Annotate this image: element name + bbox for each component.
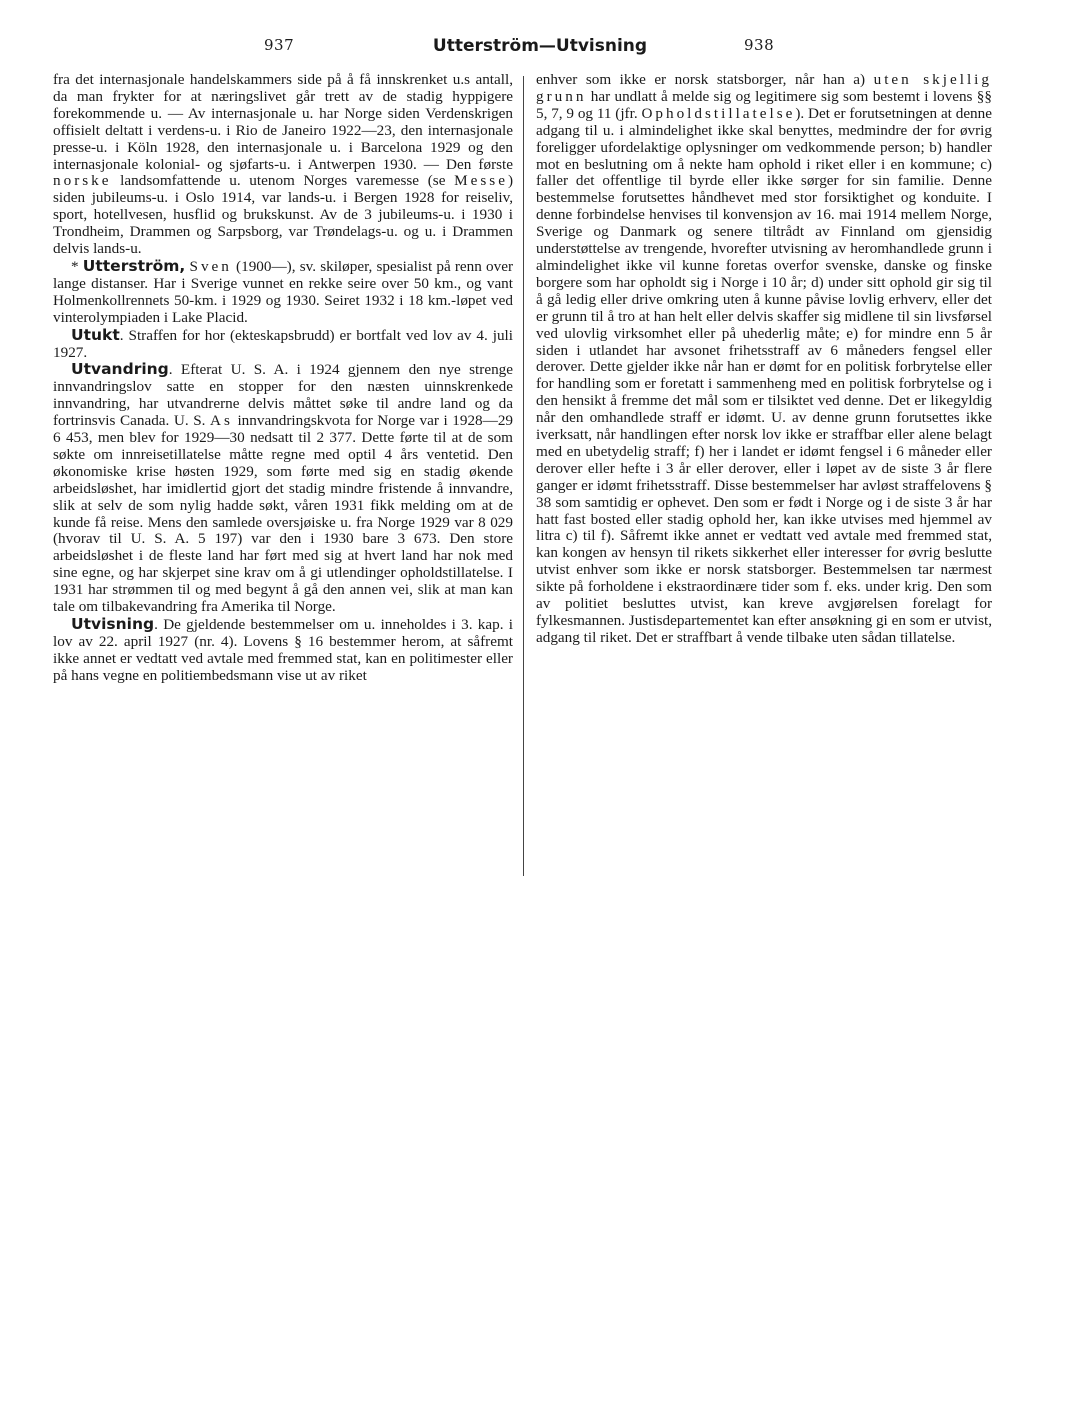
- entry-utvisning: Utvisning. De gjeldende bestemmelser om u. inneholdes i 3. kap. i lov av 22. april 1927 (nr. 4). Lovens § 16 bestemmer herom, at såfremt ikke annet er vedtatt ved avtale med fremmed stat, kan en politimester eller på hans vegne en politiembedsmann vise ut av riket: [53, 615, 513, 684]
- right-page-number: 938: [744, 36, 775, 54]
- continuation-paragraph: fra det internasjonale handelskammers side på å få innskrenket u.s antall, da man frykter for at næringslivet går trett av de stadig hyppigere forekommende u. — Av internasjonale u. har Norge siden Verdenskrigen offisielt deltatt i verdens-u. i Rio de Janeiro 1922—23, den internasjonale presse-u. i Köln 1928, den internasjonale u. i Barcelona 1929 og den internasjonale kolonial- og sjøfarts-u. i Antwerpen 1930. — Den første norske landsomfattende u. utenom Norges varemesse (se Messe) siden jubileums-u. i Oslo 1914, var lands-u. i Bergen 1928 for reiseliv, sport, hotellvesen, husflid og brukskunst. Av de 3 jubileums-u. i 1930 i Trondheim, Drammen og Sarpsborg, var Trøndelags-u. og u. i Drammen delvis lands-u.: [53, 71, 513, 258]
- column-divider: [523, 76, 524, 876]
- spaced-name: Sven: [189, 257, 232, 275]
- right-column: [536, 72, 992, 647]
- headword: Utterström,: [82, 256, 186, 275]
- utvisning-continued: enhver som ikke er norsk statsborger, når han a) uten skjellig grunn har undlatt å melde sig og legitimere sig som bestemt i lovens §§ 5, 7, 9 og 11 (jfr. Opholdstillatelse). Det er forutsetningen at denne adgang til u. i almindelighet ikke skal benyttes, medmindre der for øvrig foreligger ufordelaktige oplysninger om vedkommende person; b) handler mot en beslutning om å nekte ham ophold i riket eller i en kommune; c) faller det offentlige til byrde eller ikke sørger for sin familie. Denne bestemmelse forutsettes håndhevet med stor forsiktighet og konduite. I denne forbindelse henvises til konvensjon av 16. mai 1914 mellem Norge, Sverige og Danmark og senere tiltrådt av Finnland om gjensidig understøttelse av trengende, hvorefter utvisning av heromhandlede grunn i almindelighet ikke vil kunne foretas overfor svenske, danske og finske borgere som har opholdt sig i Norge i 10 år; d) under sitt ophold gir sig til å gå ledig eller drive omkring uten å kunne påvise lovlig erhverv, eller det er grunn til å tro at han helt eller delvis skaffer sig midlene til sin livsførsel ved ulovlig virksomhet eller på uhederlig måte; e) for mindre enn 5 år siden i utlandet har avsonet frihetsstraff av 6 måneders fengsel eller derover. Dette gjelder ikke når han er dømt for en politisk forbrytelse eller for handling som er foretatt i sammenheng med en politisk forbrytelse og i den hensikt å fremme det mål som er tilsiktet ved denne. Det er likegyldig når den omhandlede straff er idømt. U. av denne grunn forutsettes ikke iverksatt, når handlingen efter norsk lov ikke er straffbar eller alene belagt med en ubetydelig straff; f) her i landet er idømt fengsel i 6 måneder eller derover eller hefte i 3 år eller derover, eller i løpet av de siste 3 år flere ganger er idømt frihetsstraff. Disse bestemmelser har avløst straffelovens § 38 som samtidig er ophevet. Den som er født i Norge og i de siste 3 år har hatt fast bosted eller stadig ophold her, kan ikke utvises med hjemmel av litra c) til f). Såfremt ikke annet er vedtatt ved avtale med fremmed stat, kan kongen av hensyn til rikets sikkerhet eller interesser for øvrig beslutte utvist enhver som ikke er norsk statsborger. Bestemmelsen tar nærmest sikte på forholdene i ekstraordinære tider som f. eks. under krig. Den som av politiet besluttes utvist, kan kreve avgjørelsen forelagt for fylkesmannen. Justisdepartementet kan efter ansøkning gi en som er utvist, adgang til riket. Det er straffbart å vende tilbake uten sådan tillatelse.: [536, 71, 992, 646]
- left-column: [53, 72, 513, 685]
- cross-reference: Opholdstillatelse: [641, 104, 796, 122]
- headword: Utukt: [71, 325, 120, 344]
- spaced-term: uten skjellig grunn: [536, 71, 992, 105]
- cross-reference: Messe: [454, 172, 508, 190]
- page-header: [0, 36, 1080, 60]
- spaced-term: norske: [53, 172, 112, 190]
- new-entry-mark: *: [71, 257, 79, 275]
- spaced-term: As: [210, 412, 233, 430]
- headword: Utvandring: [71, 360, 169, 379]
- running-title: Utterström—Utvisning: [432, 36, 648, 56]
- entry-utukt: Utukt. Straffen for hor (ekteskapsbrudd) er bortfalt ved lov av 4. juli 1927.: [53, 325, 513, 361]
- entry-utterstrom: * Utterström, Sven (1900—), sv. skiløper, spesialist på renn over lange distanser. Har i Sverige vunnet en rekke seire over 50 km., og vant Holmenkollrennets 50-km. i 1929 og 1930. Seiret 1932 i 18 km.-løpet ved vinterolympiaden i Lake Placid.: [53, 256, 514, 326]
- headword: Utvisning: [71, 615, 155, 633]
- left-page-number: 937: [264, 36, 295, 54]
- entry-utvandring: Utvandring. Efterat U. S. A. i 1924 gjennem den nye strenge innvandringslov satte en stopper for den næsten uinnskrenkede innvandring, har utvandrerne delvis måttet søke til andre land og da fortrinsvis Canada. U. S. As innvandringskvota for Norge var i 1928—29 6 453, men blev for 1929—30 nedsatt til 2 377. Dette førte til at de som søkte om innreisetillatelse måtte regne med optil 4 års ventetid. Den økonomiske krise høsten 1929, som førte med sig en stadig økende arbeidsløshet, har imidlertid gjort det stadig mindre fristende å innvandre, slik at selv de som nylig hadde søkt, våren 1931 fikk melding om at de kunde få reise. Mens den samlede oversjøiske u. fra Norge 1929 var 8 029 (hvorav til U. S. A. 5 197) var den i 1930 bare 3 673. Den store arbeidsløshet i de fleste land har ført med sig at hvert land har nok med sine egne, og har skjerpet sine krav om å gi utlendinger opholdstillatelse. I 1931 har strømmen til og med begynt å gå den annen vei, slik at man kan tale om tilbakevandring fra Amerika til Norge.: [53, 360, 514, 616]
